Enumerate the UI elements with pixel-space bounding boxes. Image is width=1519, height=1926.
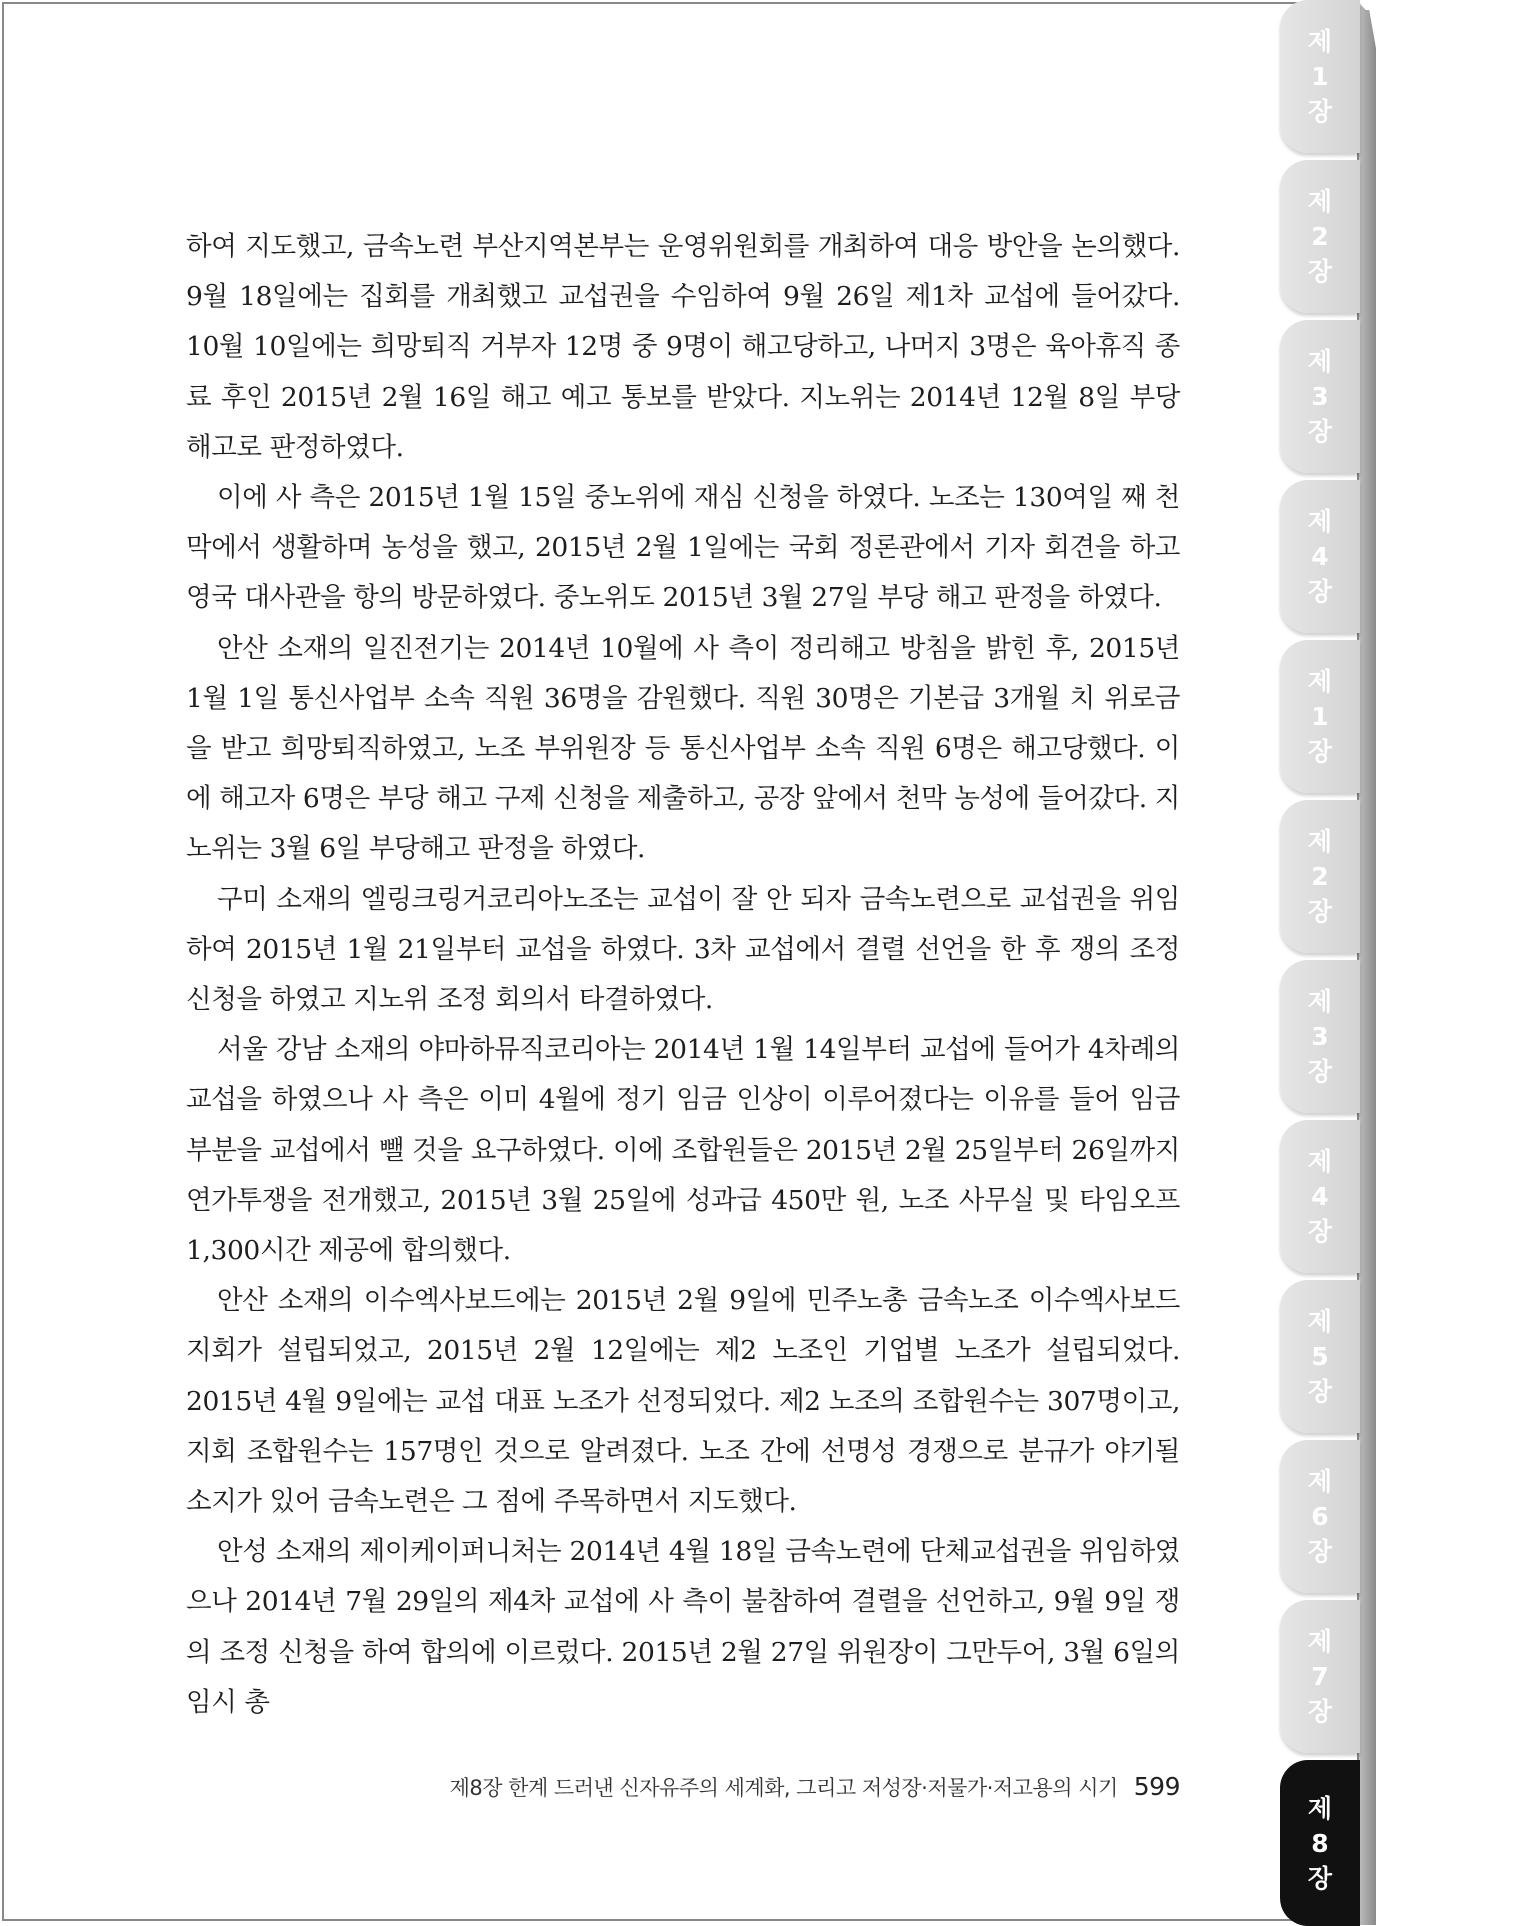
- tab-suffix: 장: [1307, 897, 1333, 926]
- tab-suffix: 장: [1307, 1217, 1333, 1246]
- tab-prefix: 제: [1307, 1627, 1333, 1656]
- tab-suffix: 장: [1307, 257, 1333, 286]
- tab-suffix: 장: [1307, 1537, 1333, 1566]
- body-text: [186, 222, 1180, 1728]
- tab-number: 4: [1311, 1182, 1329, 1211]
- chapter-tab-11[interactable]: [1280, 1600, 1360, 1753]
- paragraph-5: 서울 강남 소재의 야마하뮤직코리아는 2014년 1월 14일부터 교섭에 들어가 4차례의 교섭을 하였으나 사 측은 이미 4월에 정기 임금 인상이 이루어졌다는 이유를 들어 임금 부분을 교섭에서 뺄 것을 요구하였다. 이에 조합원들은 2015년 2월 25일부터 26일까지 연가투쟁을 전개했고, 2015년 3월 25일에 성과급 450만 원, 노조 사무실 및 타임오프 1,300시간 제공에 합의했다.: [186, 1034, 1180, 1267]
- running-footer: [380, 1772, 1180, 1802]
- tab-suffix: 장: [1307, 1057, 1333, 1086]
- tab-prefix: 제: [1307, 1467, 1333, 1496]
- tab-prefix: 제: [1307, 1147, 1333, 1176]
- chapter-tab-4[interactable]: [1280, 480, 1360, 633]
- tab-number: 5: [1311, 1342, 1329, 1371]
- tab-number: 2: [1311, 862, 1329, 891]
- paragraph-3: 안산 소재의 일진전기는 2014년 10월에 사 측이 정리해고 방침을 밝힌 후, 2015년 1월 1일 통신사업부 소속 직원 36명을 감원했다. 직원 30명은 기본급 3개월 치 위로금을 받고 희망퇴직하였고, 노조 부위원장 등 통신사업부 소속 직원 6명은 해고당했다. 이에 해고자 6명은 부당 해고 구제 신청을 제출하고, 공장 앞에서 천막 농성에 들어갔다. 지노위는 3월 6일 부당해고 판정을 하였다.: [186, 632, 1180, 865]
- chapter-tab-6[interactable]: [1280, 800, 1360, 953]
- chapter-tab-7[interactable]: [1280, 960, 1360, 1113]
- tab-number: 3: [1311, 1022, 1329, 1051]
- paragraph-4: 구미 소재의 엘링크링거코리아노조는 교섭이 잘 안 되자 금속노련으로 교섭권을 위임하여 2015년 1월 21일부터 교섭을 하였다. 3차 교섭에서 결렬 선언을 한 후 쟁의 조정 신청을 하였고 지노위 조정 회의서 타결하였다.: [186, 883, 1180, 1016]
- chapter-tab-9[interactable]: [1280, 1280, 1360, 1433]
- tab-prefix: 제: [1307, 27, 1333, 56]
- tab-prefix: 제: [1307, 667, 1333, 696]
- tab-suffix: 장: [1307, 1697, 1333, 1726]
- tab-prefix: 제: [1307, 507, 1333, 536]
- tab-suffix: 장: [1307, 1863, 1333, 1893]
- tab-prefix: 제: [1307, 827, 1333, 856]
- chapter-tab-5[interactable]: [1280, 640, 1360, 793]
- tab-number: 3: [1311, 382, 1329, 411]
- chapter-tab-3[interactable]: [1280, 320, 1360, 473]
- paragraph-2: 이에 사 측은 2015년 1월 15일 중노위에 재심 신청을 하였다. 노조는 130여일 째 천막에서 생활하며 농성을 했고, 2015년 2월 1일에는 국회 정론관에서 기자 회견을 하고 영국 대사관을 항의 방문하였다. 중노위도 2015년 3월 27일 부당 해고 판정을 하였다.: [186, 482, 1180, 614]
- chapter-tab-1[interactable]: [1280, 0, 1360, 153]
- page-number: 599: [1133, 1772, 1180, 1801]
- chapter-tab-10[interactable]: [1280, 1440, 1360, 1593]
- paragraph-1: 하여 지도했고, 금속노련 부산지역본부는 운영위원회를 개최하여 대응 방안을 논의했다. 9월 18일에는 집회를 개최했고 교섭권을 수임하여 9월 26일 제1차 교섭에 들어갔다. 10월 10일에는 희망퇴직 거부자 12명 중 9명이 해고당하고, 나머지 3명은 육아휴직 종료 후인 2015년 2월 16일 해고 예고 통보를 받았다. 지노위는 2014년 12월 8일 부당 해고로 판정하였다.: [186, 231, 1180, 463]
- paragraph-7: 안성 소재의 제이케이퍼니처는 2014년 4월 18일 금속노련에 단체교섭권을 위임하였으나 2014년 7월 29일의 제4차 교섭에 사 측이 불참하여 결렬을 선언하고, 9월 9일 쟁의 조정 신청을 하여 합의에 이르렀다. 2015년 2월 27일 위원장이 그만두어, 3월 6일의 임시 총: [186, 1536, 1180, 1718]
- paragraph-6: 안산 소재의 이수엑사보드에는 2015년 2월 9일에 민주노총 금속노조 이수엑사보드지회가 설립되었고, 2015년 2월 12일에는 제2 노조인 기업별 노조가 설립되었다. 2015년 4월 9일에는 교섭 대표 노조가 선정되었다. 제2 노조의 조합원수는 307명이고, 지회 조합원수는 157명인 것으로 알려졌다. 노조 간에 선명성 경쟁으로 분규가 야기될 소지가 있어 금속노련은 그 점에 주목하면서 지도했다.: [186, 1285, 1180, 1518]
- tab-prefix: 제: [1307, 1793, 1333, 1823]
- footer-chapter-title: 제8장 한계 드러낸 신자유주의 세계화, 그리고 저성장·저물가·저고용의 시기: [449, 1776, 1118, 1800]
- tab-suffix: 장: [1307, 737, 1333, 766]
- tab-number: 4: [1311, 542, 1329, 571]
- page-edge: [1359, 10, 1376, 1925]
- tab-number: 1: [1311, 62, 1329, 91]
- tab-suffix: 장: [1307, 97, 1333, 126]
- tab-suffix: 장: [1307, 1377, 1333, 1406]
- tab-number: 2: [1311, 222, 1329, 251]
- tab-number: 7: [1311, 1662, 1329, 1691]
- tab-prefix: 제: [1307, 1307, 1333, 1336]
- tab-number: 6: [1311, 1502, 1329, 1531]
- chapter-tab-2[interactable]: [1280, 160, 1360, 313]
- tab-number: 1: [1311, 702, 1329, 731]
- tab-prefix: 제: [1307, 987, 1333, 1016]
- tab-number: 8: [1311, 1828, 1329, 1858]
- tab-suffix: 장: [1307, 417, 1333, 446]
- chapter-tabs: [1280, 0, 1360, 1926]
- chapter-tab-8[interactable]: [1280, 1120, 1360, 1273]
- tab-suffix: 장: [1307, 577, 1333, 606]
- tab-prefix: 제: [1307, 347, 1333, 376]
- chapter-tab-12-active[interactable]: [1280, 1760, 1360, 1926]
- tab-prefix: 제: [1307, 187, 1333, 216]
